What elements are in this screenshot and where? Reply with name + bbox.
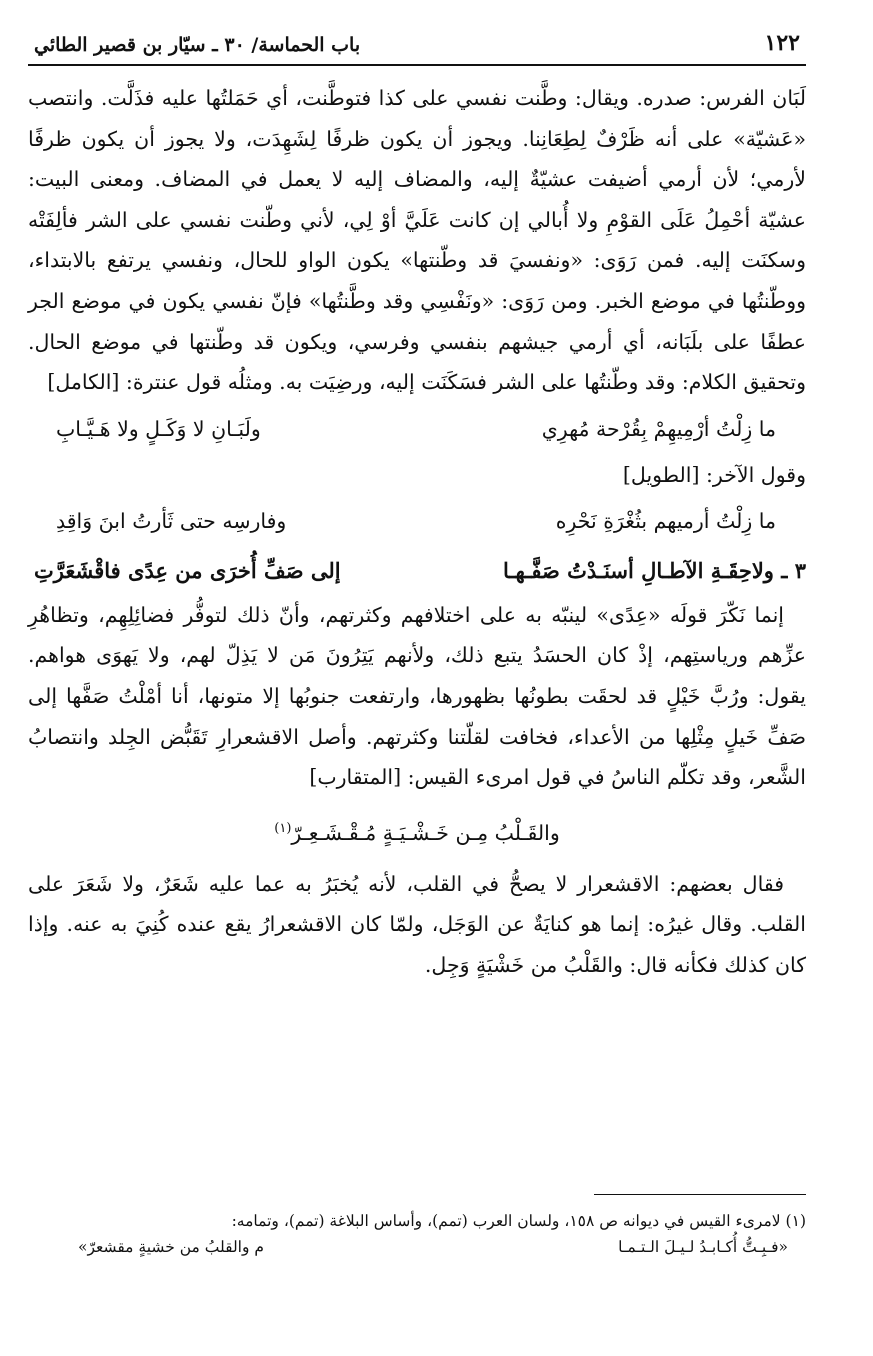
numbered-poem-verse	[28, 547, 806, 595]
running-title: باب الحماسة/ ٣٠ ـ سيّار بن قصير الطائي	[34, 34, 361, 56]
verse-other-first-hemistich: ما زِلْتُ أرميهم بثُغْرَةِ نَحْرِه	[555, 508, 776, 533]
commentary-paragraph-1: لَبَان الفرس: صدره. ويقال: وطَّنت نفسي على كذا فتوطَّنت، أي حَمَلتُها عليه فذَلَّت. وانتصب «عَشيّة» على أنه ظَرْفٌ لِطِعَانِنا. ويجوز أن يكون ظرفًا لِشَهِدَت، ولا يجوز أن يكون ظرفًا لأرمي؛ لأن أرمي أضيفت عشيّةٌ إليه، والمضاف إليه لا يعمل في المضاف. ومعنى البيت: عشيّة أحْمِلُ عَلَى القوْمِ ولا أُبالي إن كانت عَلَيَّ أوْ لِي، لأني وطّنت نفسي على الشر فألِفَتْه وسكنَت إليه. فمن رَوَى: «ونفسيَ قد وطّنتها» يكون الواو للحال، ونفسي يرتفع بالابتداء، ووطّنتُها في موضع الخبر. ومن رَوَى: «ونَفْسِي وقد وطَّنتُها» فإنّ نفسي يكون في موضع الجر عطفًا على بلَبَانه، أي أرمي جيشهم بنفسي وفرسي، ويكون قد وطّنتها في موضع الحال. وتحقيق الكلام: وقد وطّنتُها على الشر فسَكَنَت إليه، ورضِيَت به. ومثلُه قول عنترة: [الكامل]	[28, 86, 806, 395]
running-head	[28, 30, 806, 66]
commentary-paragraph-2: إنما نَكّرَ قولَه «عِدًى» لينبّه به على اختلافهم وكثرتهم، وأنّ ذلك لتوفُّر فضائِلِهِم، وتظاهُرِ عزِّهم ورياستِهم، إذْ كان الحسَدُ يتبع ذلك، ولأنهم يَتِرُونَ مَن لا يَذِلّ لهم، ولا يَهوَى هواهم. يقول: ورُبَّ خَيْلٍ قد لحقَت بطونُها بظهورها، وارتفعت جنوبُها إلا متونها، أنا أمْلْتُ صَفَّها إلى صَفِّ خَيلٍ مِثْلِها من الأعداء، فخافت لقلّتنا وكثرتهم. وأصل الاقشعرارِ تَقَبُّض الجِلد وانتصابُ الشَّعر، وقد تكلّم الناسُ في قول امرىء القيس: [المتقارب]	[28, 602, 806, 790]
body-text	[28, 78, 806, 985]
verse-antara	[28, 403, 806, 455]
verse-imru-al-qays-text: والقَـلْبُ مِـن خَـشْـيَـةٍ مُـقْـشَـعِـرّ	[291, 820, 560, 845]
footnote-separator	[594, 1194, 806, 1195]
verse-introduction: وقول الآخر: [الطويل]	[622, 462, 806, 487]
footnote-1-verse	[28, 1234, 806, 1260]
verse-imru-al-qays	[28, 798, 806, 864]
poem-verse-first-hemistich: ٣ ـ ولاحِقَـةِ الآطـالِ أسنَـدْتُ صَفَّـهـا	[502, 557, 806, 583]
verse-other-poet	[28, 495, 806, 547]
verse-other-second-hemistich: وفارسِه حتى ثَأرتُ ابنَ وَاقِدِ	[56, 508, 287, 533]
page-number: ١٢٢	[764, 30, 800, 56]
commentary-paragraph-3: فقال بعضهم: الاقشعرار لا يصحُّ في القلب، لأنه يُخبَرُ به عما عليه شَعَرٌ، ولا شَعَرَ على القلب. وقال غيرُه: إنما هو كنايَةٌ عن الوَجَل، ولمّا كان الاقشعرارُ يقع عنده كُنِيَ به عنه. وإذا كان كذلك فكأنه قال: والقَلْبُ من خَشْيَةٍ وَجِل.	[28, 871, 806, 977]
footnote-marker[interactable]: (١)	[274, 820, 292, 836]
verse-antara-first-hemistich: ما زِلْتُ أرْمِيهِمْ بِقُرْحة مُهرِي	[541, 416, 776, 441]
book-page	[28, 30, 806, 1256]
footnote-verse-second-hemistich: م والقلبُ من خشيةٍ مقشعرّ»	[78, 1238, 264, 1256]
verse-antara-second-hemistich: ولَبَـانِ لا وَكَـلٍ ولا هَـيَّـابِ	[56, 416, 261, 441]
footnotes	[28, 1208, 806, 1260]
poem-verse-second-hemistich: إلى صَفِّ أُخرَى من عِدًى فاقْشَعَرَّتِ	[34, 557, 341, 583]
footnote-verse-first-hemistich: «فـبِـتُّ أُكـابـدُ لـيـلَ الـتـمـا	[618, 1238, 788, 1256]
footnote-1: (١) لامرىء القيس في ديوانه ص ١٥٨، ولسان العرب (تمم)، وأساس البلاغة (تمم)، وتمامه:	[231, 1212, 806, 1230]
